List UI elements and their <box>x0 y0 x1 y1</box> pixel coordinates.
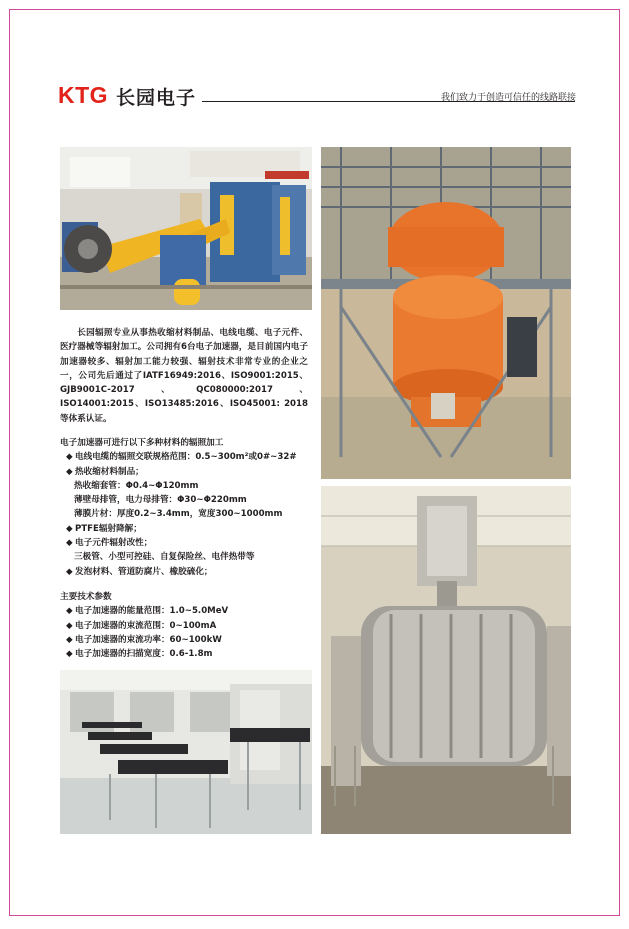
tech-param-item <box>60 619 312 633</box>
company-slogan: 我们致力于创造可信任的线路联接 <box>440 93 576 103</box>
materials-item-text: 三极管、小型可控硅、自复保险丝、电伴热带等 <box>74 552 255 563</box>
ktg-logo: KTG <box>58 82 109 108</box>
materials-item-text: 电线电缆的辐照交联规格范围：0.5~300m²或0#~32# <box>75 452 297 463</box>
materials-item <box>60 536 312 550</box>
diamond-bullet-icon: ◆ <box>66 452 73 463</box>
conveyor-room-photo <box>60 670 312 834</box>
intro-paragraph: 长园辐照专业从事热收缩材料制品、电线电缆、电子元件、医疗器械等辐射加工。公司拥有6台电子加速器，是目前国内电子加速器较多、辐射加工能力较强、辐射技术非常专业的企业之一，公司先后通过了IATF16949:2016、ISO9001:2015、GJB9001C-2017、QC080000:2017、ISO14001:2015、ISO13485:2016、ISO45001: 2018等体系认证。 <box>60 328 308 424</box>
materials-item-text: 薄壁母排管，电力母排管：Φ30~Φ220mm <box>74 495 247 506</box>
materials-item-text: 薄膜片材：厚度0.2~3.4mm，宽度300~1000mm <box>74 509 283 520</box>
materials-item <box>60 479 312 493</box>
production-line-photo <box>60 147 312 310</box>
materials-item <box>60 565 312 579</box>
materials-section <box>60 436 312 579</box>
materials-title: 电子加速器可进行以下多种材料的辐照加工 <box>60 438 224 448</box>
tech-param-item-text: 电子加速器的扫描宽度：0.6-1.8m <box>75 649 213 660</box>
diamond-bullet-icon: ◆ <box>66 649 73 660</box>
materials-item <box>60 493 312 507</box>
diamond-bullet-icon: ◆ <box>66 523 73 534</box>
materials-item-text: 热收缩材料制品； <box>75 466 144 477</box>
materials-item <box>60 507 312 521</box>
tech-param-item-text: 电子加速器的束流范围：0~100mA <box>75 620 217 631</box>
tech-params-title: 主要技术参数 <box>60 592 112 602</box>
materials-item-text: 热收缩套管：Φ0.4~Φ120mm <box>74 480 199 491</box>
company-name: 长园电子 <box>116 87 197 109</box>
tech-param-item <box>60 633 312 647</box>
intro-text <box>60 326 308 426</box>
materials-item <box>60 465 312 479</box>
scan-horn-photo <box>321 486 571 834</box>
tech-params-section <box>60 590 312 661</box>
diamond-bullet-icon: ◆ <box>66 566 73 577</box>
tech-param-item <box>60 647 312 661</box>
materials-item <box>60 550 312 564</box>
materials-item <box>60 450 312 464</box>
diamond-bullet-icon: ◆ <box>66 538 73 549</box>
materials-item-text: PTFE辐射降解； <box>75 523 142 534</box>
diamond-bullet-icon: ◆ <box>66 634 73 645</box>
materials-item <box>60 522 312 536</box>
accelerator-tank-photo <box>321 147 571 479</box>
diamond-bullet-icon: ◆ <box>66 606 73 617</box>
tech-param-item <box>60 604 312 618</box>
materials-item-text: 发泡材料、管道防腐片、橡胶硫化； <box>75 566 213 577</box>
tech-param-item-text: 电子加速器的束流功率：60~100kW <box>75 634 222 645</box>
materials-item-text: 电子元件辐射改性； <box>75 538 153 549</box>
diamond-bullet-icon: ◆ <box>66 620 73 631</box>
tech-param-item-text: 电子加速器的能量范围：1.0~5.0MeV <box>75 606 229 617</box>
diamond-bullet-icon: ◆ <box>66 466 73 477</box>
